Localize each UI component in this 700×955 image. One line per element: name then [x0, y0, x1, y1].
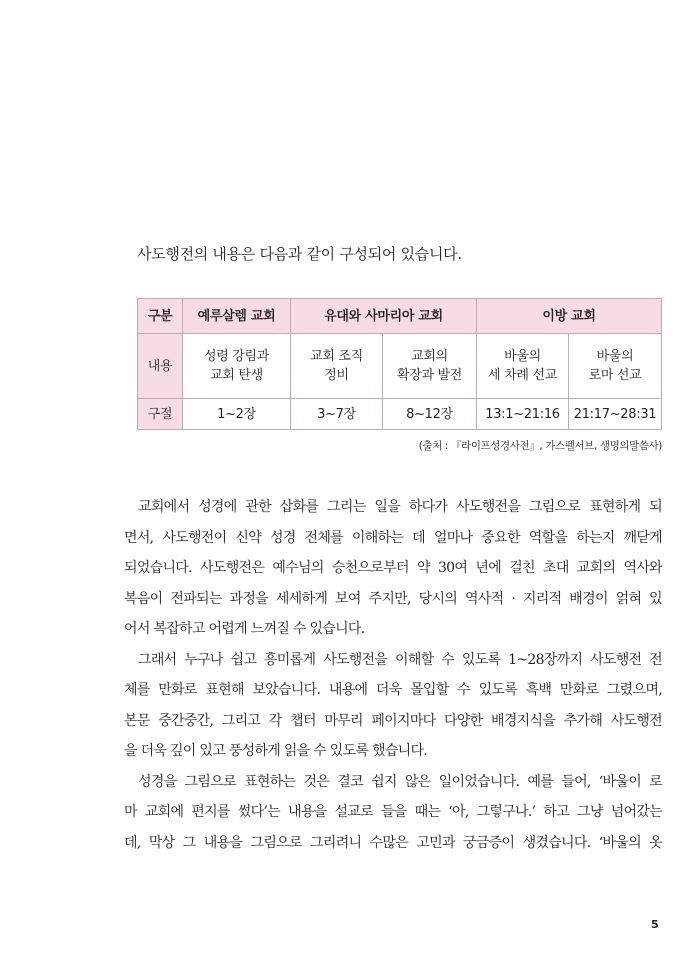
- body-line: 복음이 전파되는 과정을 세세하게 보여 주지만, 당시의 역사적 · 지리적 배경이 얽혀 있: [124, 590, 662, 607]
- table-cell: 교회 조직 정비: [291, 334, 383, 399]
- body-line: 면서, 사도행전이 신약 성경 전체를 이해하는 데 얼마나 중요한 역할을 하는지 깨닫게: [124, 529, 662, 546]
- table-cell: 바울의 로마 선교: [569, 334, 662, 399]
- table-cell: 성령 강림과 교회 탄생: [183, 334, 291, 399]
- table-row-content: [138, 334, 662, 399]
- table-cell: 1~2장: [183, 399, 291, 430]
- body-line: 교회에서 성경에 관한 삽화를 그리는 일을 하다가 사도행전을 그림으로 표현하게 되: [138, 499, 662, 515]
- body-line: 되었습니다. 사도행전은 예수님의 승천으로부터 약 30여 년에 걸친 초대 교회의 역사와: [124, 560, 662, 576]
- table-cell: 13:1~21:16: [477, 399, 569, 430]
- table-cell: 교회의 확장과 발전: [383, 334, 477, 399]
- table-cell: 3~7장: [291, 399, 383, 430]
- header-gentile-church: 이방 교회: [477, 299, 662, 334]
- row-label-verses: 구절: [138, 399, 183, 430]
- header-label: 구분: [138, 299, 183, 334]
- body-line: 을 더욱 깊이 있고 풍성하게 읽을 수 있도록 했습니다.: [124, 743, 428, 759]
- row-label-content: 내용: [138, 334, 183, 399]
- table-cell: 21:17~28:31: [569, 399, 662, 430]
- body-line: 마 교회에 편지를 썼다’는 내용을 설교로 들을 때는 ‘아, 그렇구나.’ 하고 그냥 넘어갔는: [124, 804, 662, 820]
- body-line: 체를 만화로 표현해 보았습니다. 내용에 더욱 몰입할 수 있도록 흑백 만화로 그렸으며,: [124, 682, 662, 698]
- table-cell: 8~12장: [383, 399, 477, 430]
- acts-structure-table: [137, 298, 662, 430]
- page-number: 5: [651, 918, 659, 931]
- body-line: 데, 막상 그 내용을 그림으로 그리려니 수많은 고민과 궁금증이 생겼습니다. ‘바울의 옷: [124, 834, 662, 851]
- intro-text: 사도행전의 내용은 다음과 같이 구성되어 있습니다.: [137, 245, 462, 263]
- body-line: 어서 복잡하고 어렵게 느껴질 수 있습니다.: [124, 621, 365, 637]
- table-header-row: [138, 299, 662, 334]
- header-judea-samaria-church: 유대와 사마리아 교회: [291, 299, 477, 334]
- body-line: 그래서 누구나 쉽고 흥미롭게 사도행전을 이해할 수 있도록 1~28장까지 사도행전 전: [138, 651, 662, 668]
- header-jerusalem-church: 예루살렘 교회: [183, 299, 291, 334]
- table-row-verses: [138, 399, 662, 430]
- body-text: [124, 492, 662, 858]
- body-line: 본문 중간중간, 그리고 각 챕터 마무리 페이지마다 다양한 배경지식을 추가해 사도행전: [124, 712, 662, 729]
- body-line: 성경을 그림으로 표현하는 것은 결코 쉽지 않은 일이었습니다. 예를 들어, ‘바울이 로: [138, 773, 662, 790]
- table-cell: 바울의 세 차례 선교: [477, 334, 569, 399]
- table-source-note: (출처 : 『라이프성경사전』, 가스펠서브, 생명의말씀사): [418, 440, 662, 452]
